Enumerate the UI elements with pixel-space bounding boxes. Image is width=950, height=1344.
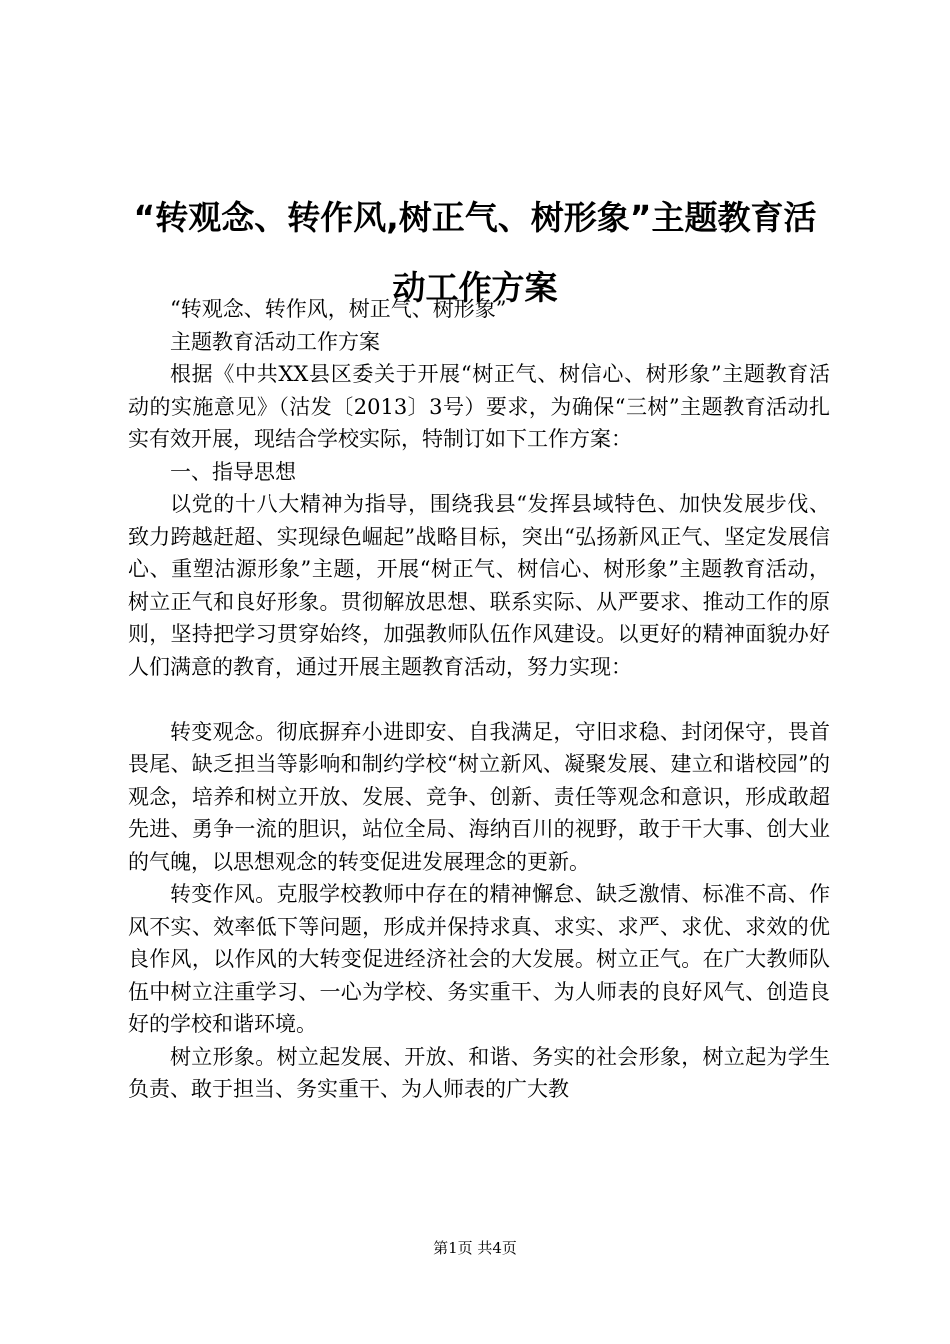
paragraph-establish-image: 树立形象。树立起发展、开放、和谐、务实的社会形象，树立起为学生负责、敢于担当、务实重干、为人师表的广大教 <box>128 1044 830 1101</box>
paragraph-intro: 根据《中共XX县区委关于开展“树正气、树信心、树形象”主题教育活动的实施意见》（沽发〔2013〕3号）要求，为确保“三树”主题教育活动扎实有效开展，现结合学校实际，特制订如下工作方案： <box>128 362 830 451</box>
page-number-footer: 第1页 共4页 <box>433 1239 517 1257</box>
paragraph-guiding-ideology: 以党的十八大精神为指导，围绕我县“发挥县域特色、加快发展步伐、致力跨越赶超、实现绿色崛起”战略目标，突出“弘扬新风正气、坚定发展信心、重塑沽源形象”主题，开展“树正气、树信心、树形象”主题教育活动，树立正气和良好形象。贯彻解放思想、联系实际、从严要求、推动工作的原则，坚持把学习贯穿始终，加强教师队伍作风建设。以更好的精神面貌办好人们满意的教育，通过开展主题教育活动，努力实现： <box>128 492 830 679</box>
section-heading-guiding-ideology: 一、指导思想 <box>170 459 296 484</box>
paragraph-change-concept: 转变观念。彻底摒弃小进即安、自我满足，守旧求稳、封闭保守，畏首畏尾、缺乏担当等影响和制约学校“树立新风、凝聚发展、建立和谐校园”的观念，培养和树立开放、发展、竞争、创新、责任等观念和意识，形成敢超先进、勇争一流的胆识，站位全局、海纳百川的视野，敢于干大事、创大业的气魄，以思想观念的转变促进发展理念的更新。 <box>128 719 830 874</box>
paragraph-subtitle-line-1: “转观念、转作风，树正气、树形象” <box>170 297 507 321</box>
paragraph-subtitle-line-2: 主题教育活动工作方案 <box>170 329 380 354</box>
document-title: “转观念、转作风,树正气、树形象”主题教育活动工作方案 <box>133 198 817 307</box>
document-body <box>128 293 830 1106</box>
paragraph-change-style: 转变作风。克服学校教师中存在的精神懈怠、缺乏激情、标准不高、作风不实、效率低下等问题，形成并保持求真、求实、求严、求优、求效的优良作风，以作风的大转变促进经济社会的大发展。树立正气。在广大教师队伍中树立注重学习、一心为学校、务实重干、为人师表的良好风气、创造良好的学校和谐环境。 <box>128 882 830 1036</box>
